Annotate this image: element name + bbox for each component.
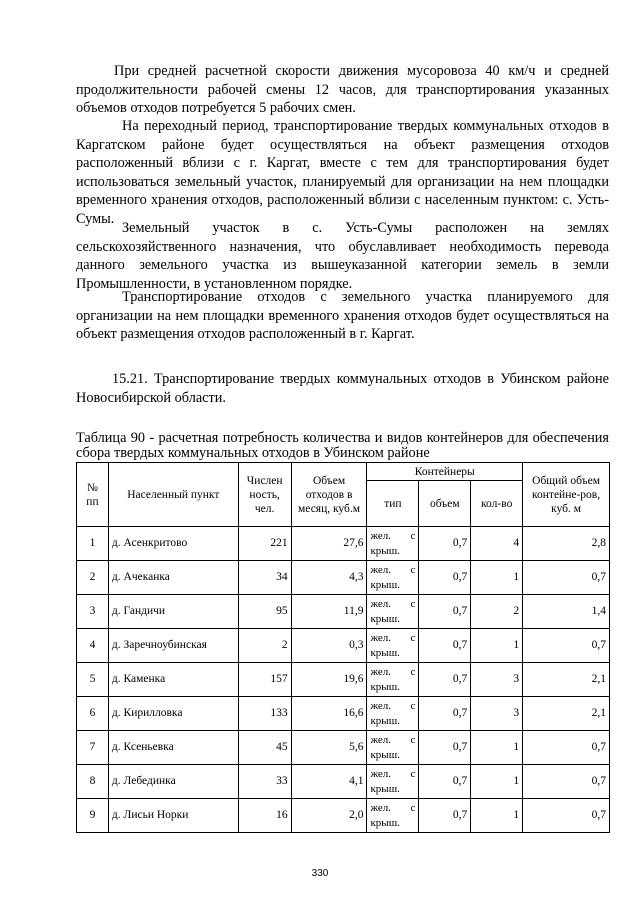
container-type-cell: жел. с крыш. — [367, 561, 419, 595]
container-count-cell: 1 — [471, 629, 523, 663]
container-count-cell: 1 — [471, 799, 523, 833]
container-volume-cell: 0,7 — [419, 799, 471, 833]
waste-volume-cell: 11,9 — [291, 595, 367, 629]
row-num-cell: 3 — [77, 595, 109, 629]
container-type-cell: жел. с крыш. — [367, 629, 419, 663]
row-num-cell: 1 — [77, 527, 109, 561]
settlement-cell: д. Асенкритово — [108, 527, 238, 561]
container-type-cell: жел. с крыш. — [367, 697, 419, 731]
table-row — [77, 731, 610, 765]
row-num-cell: 6 — [77, 697, 109, 731]
waste-volume-cell: 27,6 — [291, 527, 367, 561]
table-row — [77, 765, 610, 799]
population-cell: 95 — [238, 595, 291, 629]
container-type-cell: жел. с крыш. — [367, 663, 419, 697]
header-num: № пп — [77, 463, 109, 527]
row-num-cell: 7 — [77, 731, 109, 765]
population-cell: 221 — [238, 527, 291, 561]
paragraph-speed: При средней расчетной скорости движения мусоровоза 40 км/ч и средней продолжительности рабочей смены 12 часов, для транспортирования указанных объемов отходов потребуется 5 рабочих смен. — [76, 63, 609, 116]
settlement-cell: д. Лисьи Норки — [108, 799, 238, 833]
table-row — [77, 629, 610, 663]
total-volume-cell: 2,8 — [523, 527, 610, 561]
total-volume-cell: 0,7 — [523, 799, 610, 833]
waste-volume-cell: 2,0 — [291, 799, 367, 833]
container-volume-cell: 0,7 — [419, 595, 471, 629]
waste-volume-cell: 19,6 — [291, 663, 367, 697]
table-row — [77, 697, 610, 731]
row-num-cell: 9 — [77, 799, 109, 833]
containers-table — [76, 462, 610, 833]
population-cell: 33 — [238, 765, 291, 799]
table-row — [77, 663, 610, 697]
settlement-cell: д. Гандичи — [108, 595, 238, 629]
container-count-cell: 4 — [471, 527, 523, 561]
header-volume: объем — [419, 481, 471, 527]
waste-volume-cell: 16,6 — [291, 697, 367, 731]
settlement-cell: д. Лебединка — [108, 765, 238, 799]
page-number: 330 — [311, 868, 329, 879]
paragraph-transition-period: На переходный период, транспортирование твердых коммунальных отходов в Каргатском районе будет осуществляться на объект размещения отходов расположенный вблизи с г. Каргат, вместе с тем для транспортирования будет использоваться земельный участок, планируемый для организации на нем площадки временного хранения отходов, расположенный вблизи с населенным пунктом: с. Усть-Сумы. — [76, 118, 609, 227]
total-volume-cell: 2,1 — [523, 663, 610, 697]
total-volume-cell: 0,7 — [523, 561, 610, 595]
settlement-cell: д. Каменка — [108, 663, 238, 697]
row-num-cell: 8 — [77, 765, 109, 799]
row-num-cell: 2 — [77, 561, 109, 595]
settlement-cell: д. Кирилловка — [108, 697, 238, 731]
header-population: Числен ность, чел. — [238, 463, 291, 527]
total-volume-cell: 0,7 — [523, 765, 610, 799]
header-count: кол-во — [471, 481, 523, 527]
total-volume-cell: 0,7 — [523, 731, 610, 765]
paragraph-land-plot: Земельный участок в с. Усть-Сумы расположен на землях сельскохозяйственного назначения, что обуславливает необходимость перевода данного земельного участка из вышеуказанной категории земель в земли Промышленности, в установленном порядке. — [76, 220, 609, 292]
container-type-cell: жел. с крыш. — [367, 799, 419, 833]
population-cell: 2 — [238, 629, 291, 663]
row-num-cell: 5 — [77, 663, 109, 697]
container-count-cell: 3 — [471, 697, 523, 731]
settlement-cell: д. Ксеньевка — [108, 731, 238, 765]
settlement-cell: д. Заречноубинская — [108, 629, 238, 663]
header-type: тип — [367, 481, 419, 527]
container-count-cell: 1 — [471, 731, 523, 765]
paragraph-transport: Транспортирование отходов с земельного участка планируемого для организации на нем площадки временного хранения отходов будет осуществляться на объект размещения отходов расположенный в г. Каргат. — [76, 289, 609, 342]
settlement-cell: д. Ачеканка — [108, 561, 238, 595]
container-volume-cell: 0,7 — [419, 697, 471, 731]
container-count-cell: 1 — [471, 561, 523, 595]
container-volume-cell: 0,7 — [419, 765, 471, 799]
header-waste-volume: Объем отходов в месяц, куб.м — [291, 463, 367, 527]
table-row — [77, 527, 610, 561]
waste-volume-cell: 5,6 — [291, 731, 367, 765]
population-cell: 16 — [238, 799, 291, 833]
container-count-cell: 1 — [471, 765, 523, 799]
waste-volume-cell: 0,3 — [291, 629, 367, 663]
container-volume-cell: 0,7 — [419, 663, 471, 697]
container-type-cell: жел. с крыш. — [367, 731, 419, 765]
row-num-cell: 4 — [77, 629, 109, 663]
container-count-cell: 3 — [471, 663, 523, 697]
population-cell: 157 — [238, 663, 291, 697]
container-type-cell: жел. с крыш. — [367, 527, 419, 561]
table-caption: Таблица 90 - расчетная потребность количества и видов контейнеров для обеспечения сбора твердых коммунальных отходов в Убинском районе — [76, 430, 609, 461]
population-cell: 133 — [238, 697, 291, 731]
table-row — [77, 595, 610, 629]
container-volume-cell: 0,7 — [419, 527, 471, 561]
container-volume-cell: 0,7 — [419, 561, 471, 595]
header-containers: Контейнеры — [367, 463, 523, 481]
total-volume-cell: 2,1 — [523, 697, 610, 731]
waste-volume-cell: 4,1 — [291, 765, 367, 799]
total-volume-cell: 1,4 — [523, 595, 610, 629]
header-settlement: Населенный пункт — [108, 463, 238, 527]
total-volume-cell: 0,7 — [523, 629, 610, 663]
table-row — [77, 561, 610, 595]
population-cell: 45 — [238, 731, 291, 765]
container-volume-cell: 0,7 — [419, 629, 471, 663]
container-count-cell: 2 — [471, 595, 523, 629]
table-row — [77, 799, 610, 833]
container-type-cell: жел. с крыш. — [367, 765, 419, 799]
header-total-volume: Общий объем контейне-ров, куб. м — [523, 463, 610, 527]
container-volume-cell: 0,7 — [419, 731, 471, 765]
waste-volume-cell: 4,3 — [291, 561, 367, 595]
section-heading: 15.21. Транспортирование твердых коммунальных отходов в Убинском районе Новосибирской области. — [76, 371, 609, 406]
population-cell: 34 — [238, 561, 291, 595]
container-type-cell: жел. с крыш. — [367, 595, 419, 629]
